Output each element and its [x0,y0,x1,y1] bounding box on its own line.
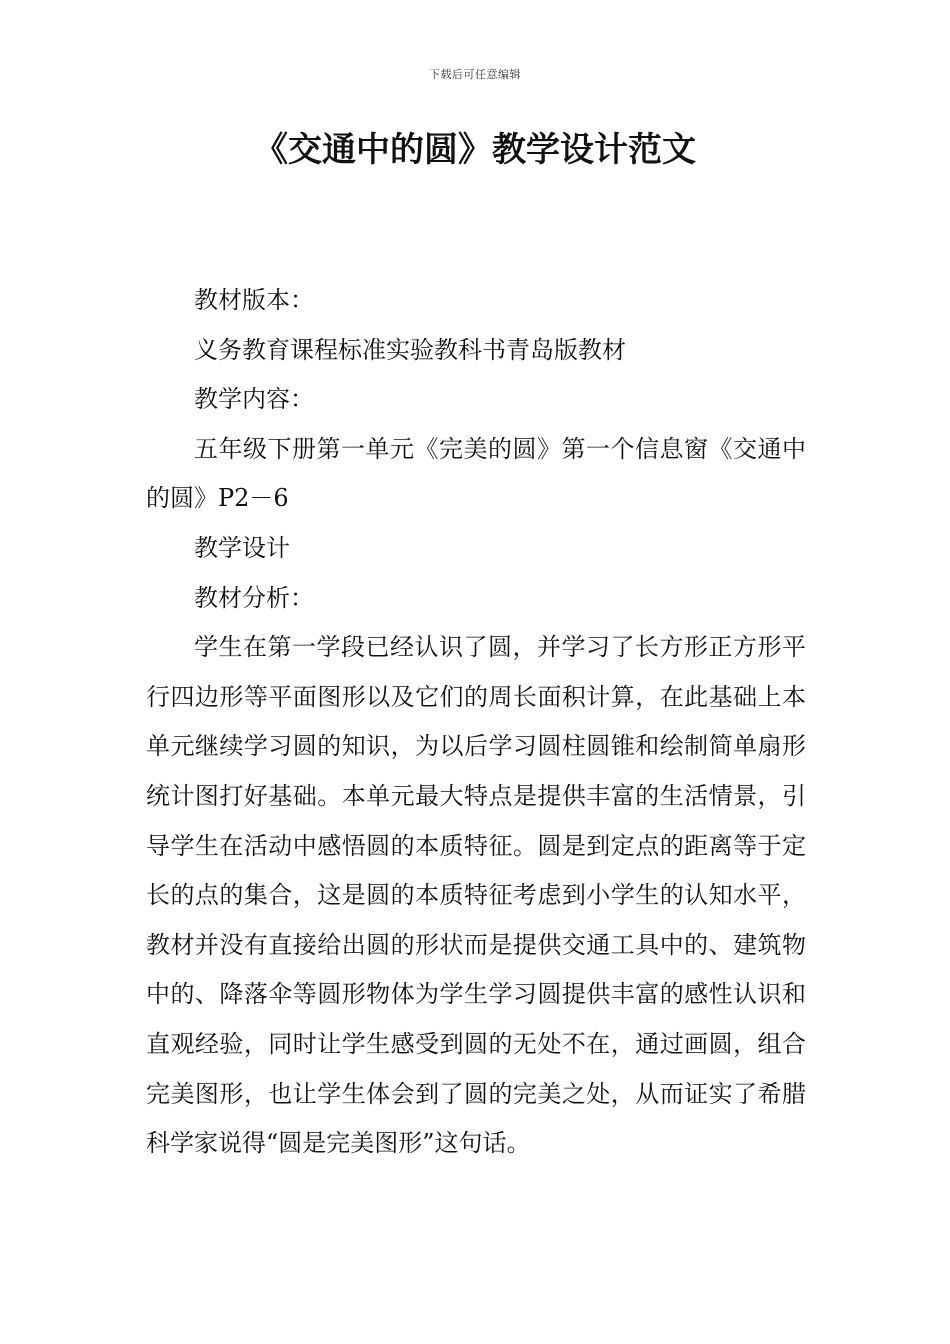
paragraph-textbook-analysis: 学生在第一学段已经认识了圆，并学习了长方形正方形平行四边形等平面图形以及它们的周长面积计算，在此基础上本单元继续学习圆的知识，为以后学习圆柱圆锥和绘制简单扇形统计图打好基础。本单元最大特点是提供丰富的生活情景，引导学生在活动中感悟圆的本质特征。圆是到定点的距离等于定长的点的集合，这是圆的本质特征考虑到小学生的认知水平，教材并没有直接给出圆的形状而是提供交通工具中的、建筑物中的、降落伞等圆形物体为学生学习圆提供丰富的感性认识和直观经验，同时让学生感受到圆的无处不在，通过画圆，组合完美图形，也让学生体会到了圆的完美之处，从而证实了希腊科学家说得“圆是完美图形”这句话。 [146,633,806,1158]
paragraph-teaching-content: 五年级下册第一单元《完美的圆》第一个信息窗《交通中的圆》P2－6 [146,434,806,513]
document-body [146,276,806,1169]
paragraph-teaching-design: 教学设计 [194,533,290,562]
document-title: 《交通中的圆》教学设计范文 [254,130,696,170]
paragraph-textbook-version-label: 教材版本： [194,286,314,314]
header-note: 下载后可任意编辑 [429,68,521,81]
paragraph-teaching-content-label: 教学内容： [194,385,314,414]
paragraph-textbook-analysis-label: 教材分析： [194,583,314,612]
paragraph-textbook-version: 义务教育课程标准实验教科书青岛版教材 [194,335,626,364]
